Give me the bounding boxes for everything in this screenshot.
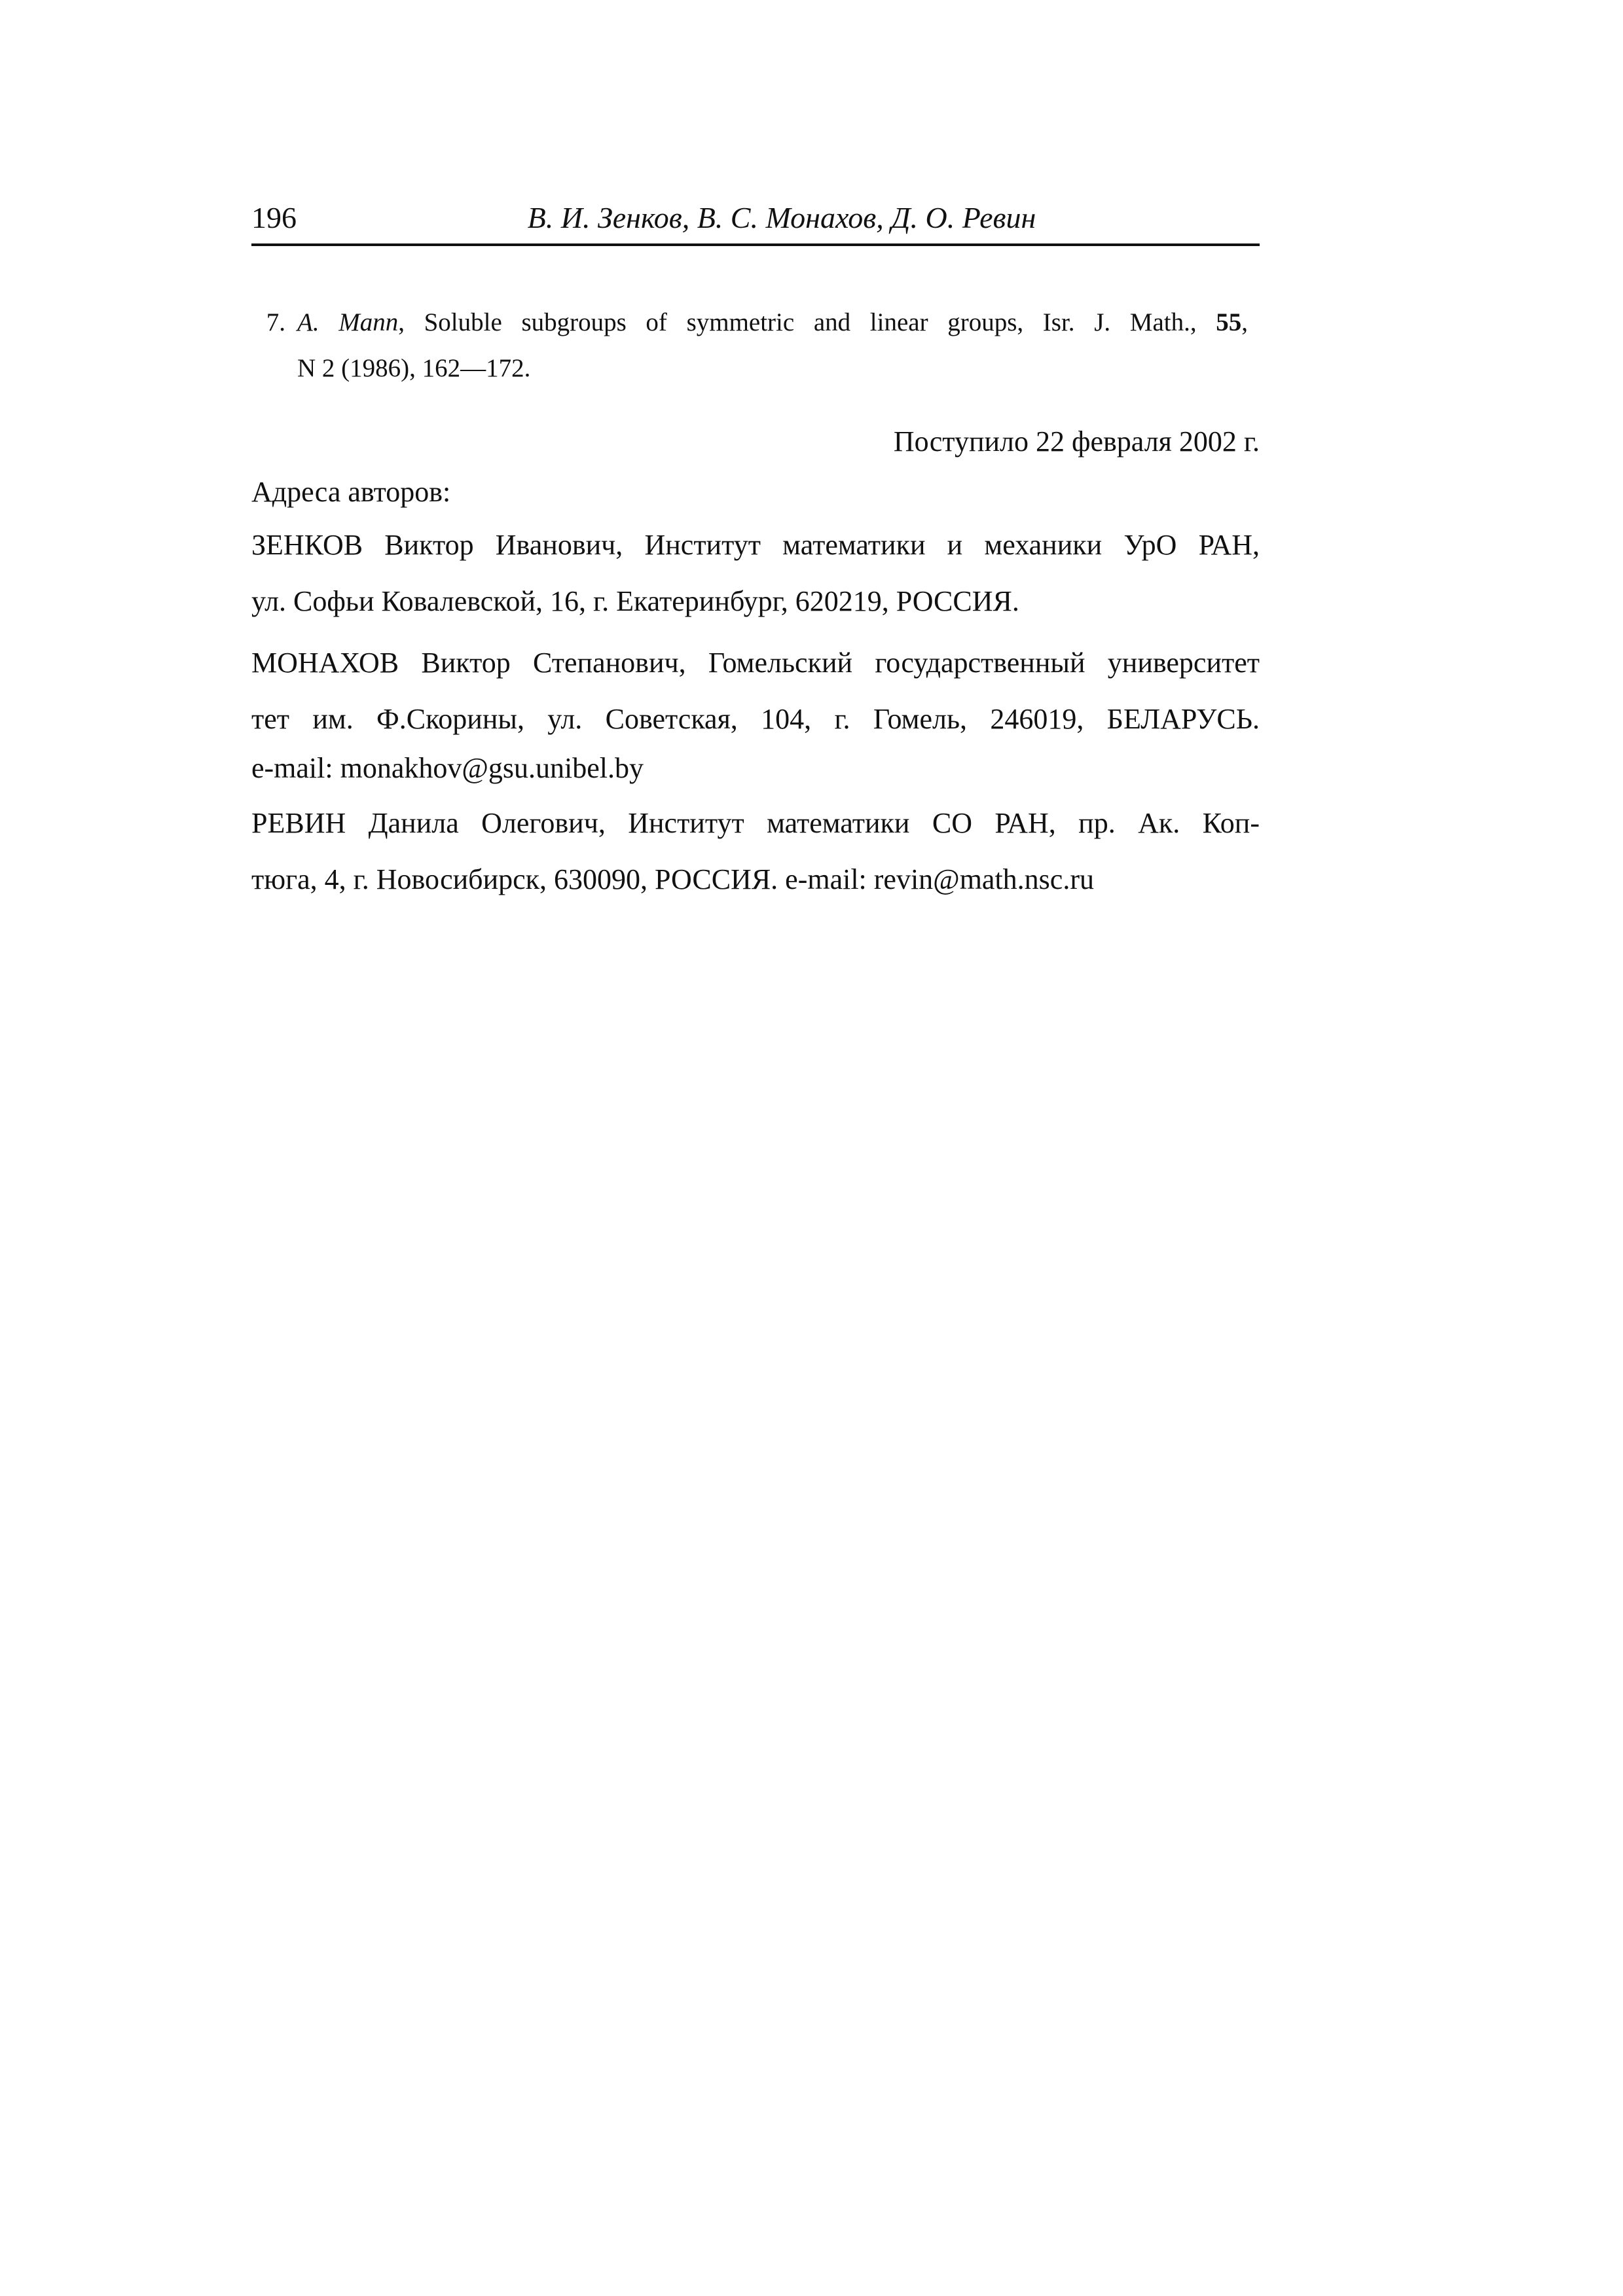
running-title: В. И. Зенков, В. С. Монахов, Д. О. Ревин: [527, 201, 1036, 234]
reference-author: A. Mann: [297, 308, 399, 336]
addresses-heading: Адреса авторов:: [251, 476, 451, 508]
reference-number: 7.: [266, 308, 285, 336]
page-number: 196: [251, 201, 297, 234]
reference-list: [251, 300, 1260, 391]
reference-issue: N 2 (1986), 162—172.: [297, 354, 531, 382]
address-line: РЕВИН Данила Олегович, Институт математики СО РАН, пр. Ак. Коп-: [251, 807, 1260, 839]
author-address-revin: [251, 795, 1260, 908]
address-line: ЗЕНКОВ Виктор Иванович, Институт математики и механики УрО РАН,: [251, 529, 1260, 561]
reference-text: [297, 300, 1248, 391]
reference-punct: ,: [1241, 308, 1248, 336]
reference-title: , Soluble subgroups of symmetric and linear groups, Isr. J. Math.,: [398, 308, 1216, 336]
received-date: Поступило 22 февраля 2002 г.: [893, 425, 1260, 457]
author-address-monakhov: [251, 635, 1260, 789]
address-line: тюга, 4, г. Новосибирск, 630090, РОССИЯ. e-mail: revin@math.nsc.ru: [251, 863, 1094, 895]
running-header: [251, 196, 1260, 246]
author-address-zenkov: [251, 517, 1260, 630]
address-line: МОНАХОВ Виктор Степанович, Гомельский государственный университет: [251, 647, 1260, 679]
reference-item: [251, 300, 1260, 391]
reference-volume: 55: [1216, 308, 1242, 336]
email-line: e-mail: monakhov@gsu.unibel.by: [251, 752, 644, 784]
address-line: тет им. Ф.Скорины, ул. Советская, 104, г. Гомель, 246019, БЕЛАРУСЬ.: [251, 703, 1260, 735]
address-line: ул. Софьи Ковалевской, 16, г. Екатеринбург, 620219, РОССИЯ.: [251, 585, 1019, 617]
